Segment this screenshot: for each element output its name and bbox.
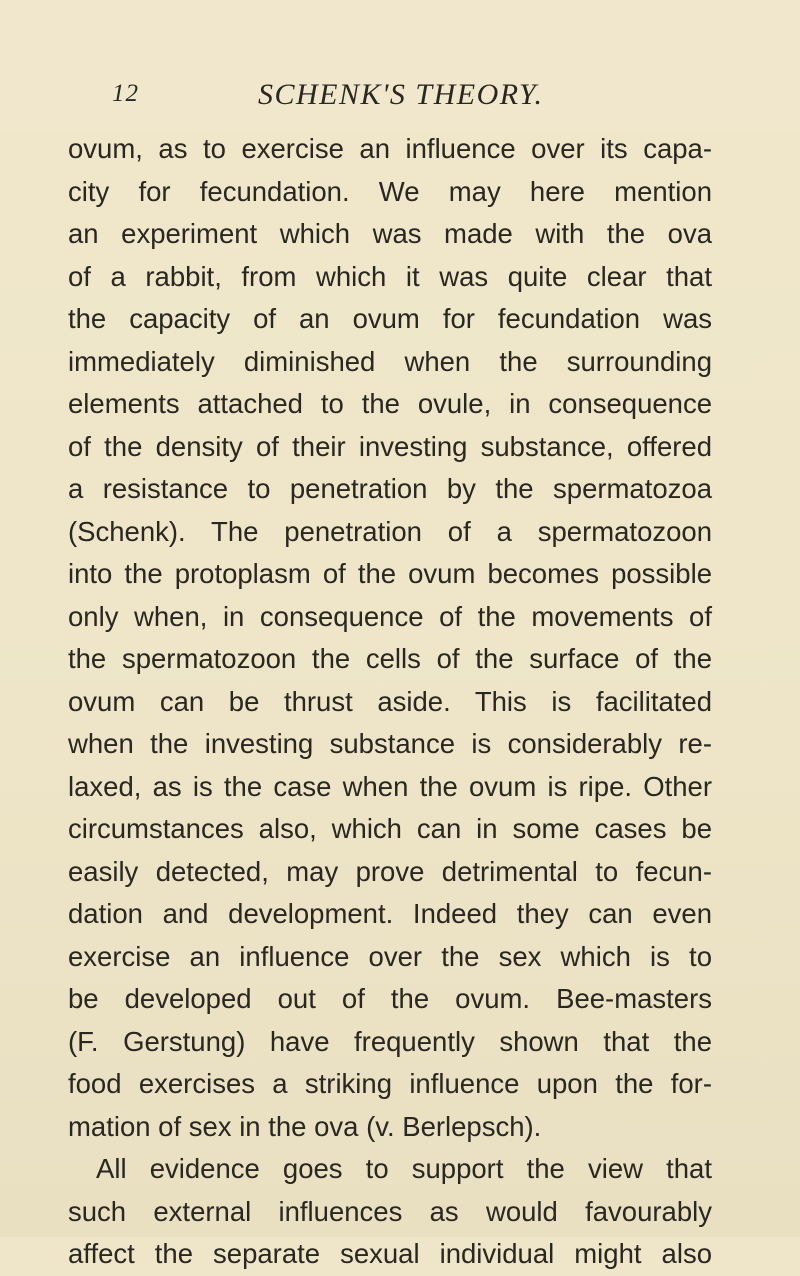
text-line: easily detected, may prove detrimental to fecun-: [68, 855, 712, 887]
text-line: the spermatozoon the cells of the surface of the: [68, 643, 712, 674]
body-text: [68, 128, 712, 1276]
text-line: into the protoplasm of the ovum becomes possible: [68, 558, 712, 589]
page-header: [0, 78, 800, 118]
text-line: of a rabbit, from which it was quite clear that: [68, 260, 712, 292]
text-line: All evidence goes to support the view that: [96, 1153, 712, 1184]
text-line: food exercises a striking influence upon the for-: [68, 1068, 712, 1099]
text-line: (F. Gerstung) have frequently shown that the: [68, 1025, 712, 1057]
text-line: the capacity of an ovum for fecundation was: [68, 303, 712, 334]
text-line: city for fecundation. We may here mention: [68, 175, 712, 207]
text-line: affect the separate sexual individual might also: [68, 1238, 712, 1269]
text-line: of the density of their investing substance, offered: [68, 430, 712, 462]
text-line: only when, in consequence of the movements of: [68, 600, 712, 632]
text-line: (Schenk). The penetration of a spermatozoon: [68, 515, 712, 547]
text-line: immediately diminished when the surrounding: [68, 345, 712, 377]
running-head: SCHENK'S THEORY.: [258, 78, 544, 111]
text-line: circumstances also, which can in some cases be: [68, 813, 712, 844]
text-line: ovum, as to exercise an influence over its capa-: [68, 133, 712, 164]
text-line: ovum can be thrust aside. This is facilitated: [68, 685, 712, 717]
text-line: elements attached to the ovule, in consequence: [68, 388, 712, 419]
text-line: laxed, as is the case when the ovum is ripe. Other: [68, 770, 712, 802]
text-line: a resistance to penetration by the spermatozoa: [68, 473, 712, 504]
text-line: exercise an influence over the sex which is to: [68, 940, 712, 972]
text-line: when the investing substance is considerably re-: [68, 728, 712, 759]
text-line: be developed out of the ovum. Bee-masters: [68, 983, 712, 1014]
text-line: mation of sex in the ova (v. Berlepsch).: [68, 1110, 542, 1142]
text-line: dation and development. Indeed they can even: [68, 898, 712, 929]
text-line: such external influences as would favourably: [68, 1195, 712, 1227]
text-line: an experiment which was made with the ova: [68, 218, 712, 249]
page-number: 12: [112, 80, 139, 107]
